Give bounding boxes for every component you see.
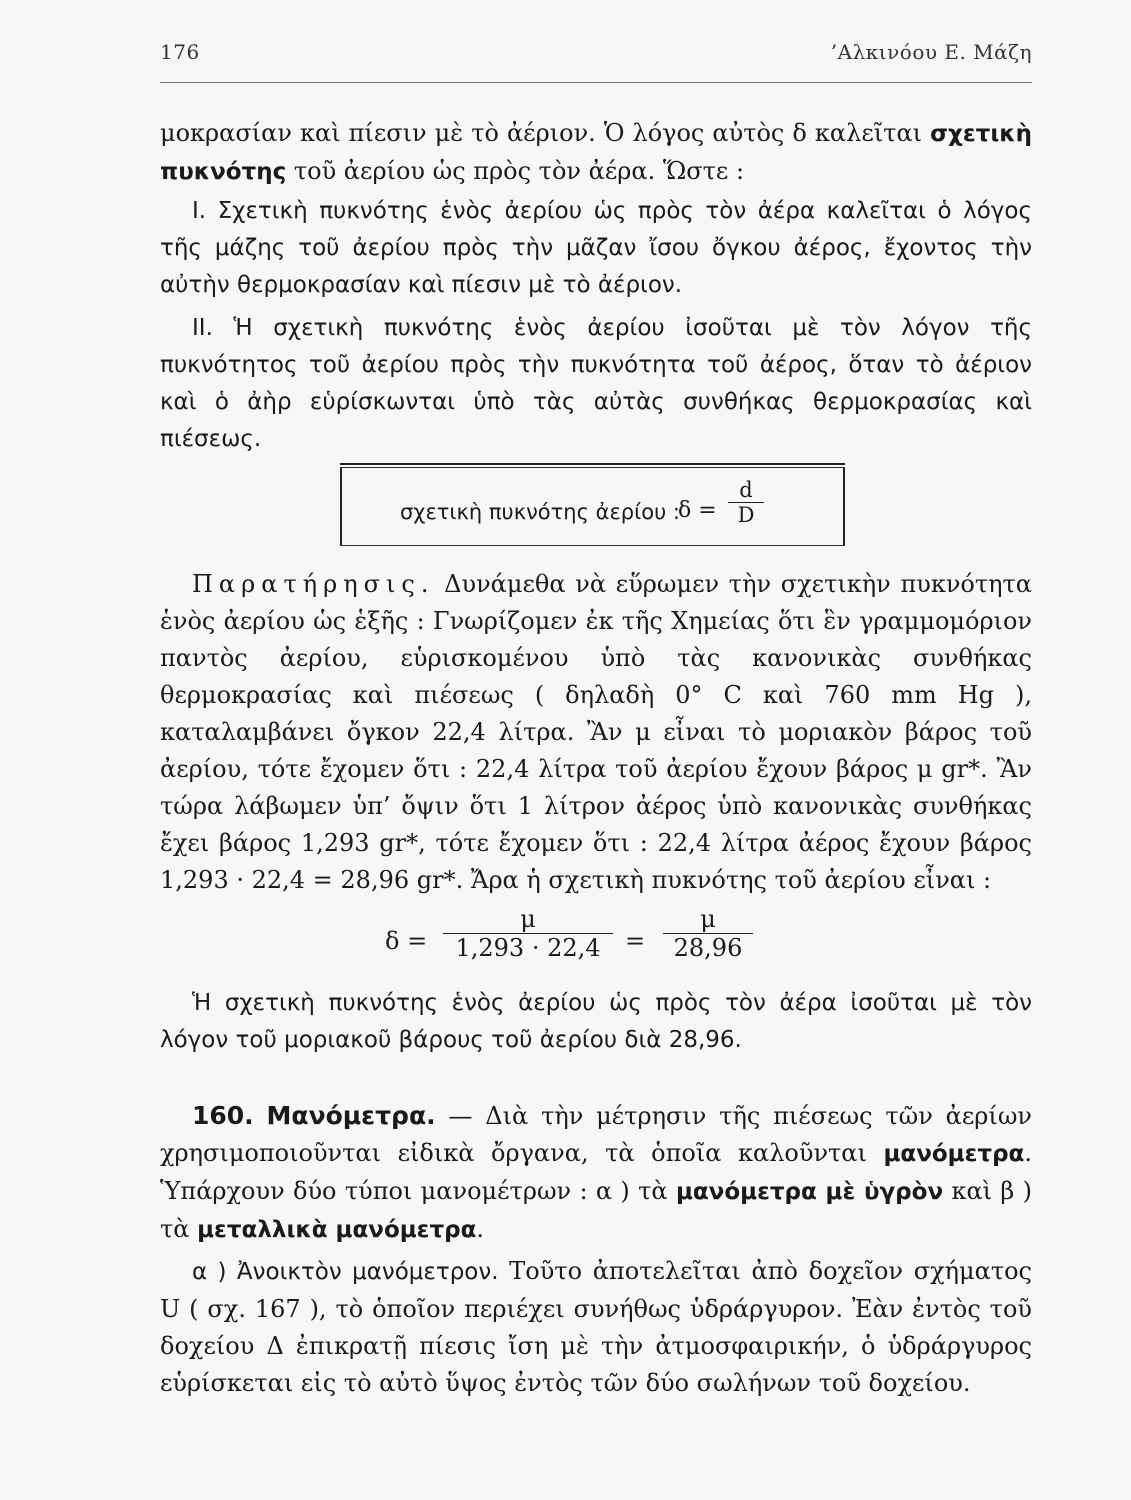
section-text-d: . (476, 1215, 485, 1243)
remark-text: Δυνάμεθα νὰ εὕρωμεν τὴν σχετικὴν πυκνότητα ἑνὸς ἀερίου ὡς ἑξῆς : Γνωρίζομεν ἐκ τῆς Χημείας ὅτι ἓν γραμμομόριον παντὸς ἀερίου, εὑρισκομένου ὑπὸ τὰς κανονικὰς συνθήκας θερμοκρασίας καὶ πιέσεως ( δηλαδὴ 0° C καὶ 760 mm Hg ), καταλαμβάνει ὄγκον 22,4 λίτρα. Ἂν μ εἶναι τὸ μοριακὸν βάρος τοῦ ἀερίου, τότε ἔχομεν ὅτι : 22,4 λίτρα τοῦ ἀερίου ἔχουν βάρος μ gr*. Ἂν τώρα λάβωμεν ὑπ’ ὄψιν ὅτι 1 λίτρον ἀέρος ὑπὸ κανονικὰς συνθήκας ἔχει βάρος 1,293 gr*, τότε ἔχομεν ὅτι : 22,4 λίτρα ἀέρος ἔχουν βάρος 1,293 · 22,4 = 28,96 gr*. Ἄρα ἡ σχετικὴ πυκνότης τοῦ ἀερίου εἶναι : (160, 570, 1032, 894)
conclusion-paragraph: Ἡ σχετικὴ πυκνότης ἑνὸς ἀερίου ὡς πρὸς τὸν ἀέρα ἰσοῦται μὲ τὸν λόγον τοῦ μοριακοῦ βάρους τοῦ ἀερίου διὰ 28,96. (160, 990, 1032, 1053)
remark-paragraph (160, 566, 1032, 899)
formula-fraction (728, 478, 764, 527)
term-manometers: μανόμετρα (883, 1141, 1025, 1167)
formula-box (340, 467, 845, 546)
header-rule (160, 82, 1032, 83)
term-metallic-manometers: μεταλλικὰ μανόμετρα (197, 1217, 477, 1243)
formula-label: σχετικὴ πυκνότης ἀερίου : (400, 500, 680, 524)
density-equation (385, 905, 805, 975)
equation-fraction-2 (663, 905, 753, 962)
page-number: 176 (160, 40, 200, 64)
formula-numerator: d (739, 478, 753, 502)
running-title: ’Αλκινόου Ε. Μάζη (830, 40, 1032, 64)
formula-box-top-rule (340, 463, 845, 465)
formula-denominator: D (737, 503, 755, 527)
section-text-a: — Διὰ τὴν μέτρησιν τῆς πιέσεως τῶν ἀερίων χρησιμοποιοῦνται εἰδικὰ ὄργανα, τὰ ὁποῖα καλοῦνται (160, 1102, 1032, 1167)
equation-fraction-1 (443, 905, 613, 962)
section-title: Μανόμετρα. (266, 1101, 436, 1130)
equation-numerator-2: μ (700, 905, 716, 933)
intro-text-end: τοῦ ἀερίου ὡς πρὸς τὸν ἀέρα. Ὥστε : (286, 157, 745, 185)
term-liquid-manometers: μανόμετρα μὲ ὑγρὸν (675, 1179, 944, 1205)
term-relative-density: σχετικὴ πυκνότης (160, 121, 1032, 185)
equation-denominator-2: 28,96 (673, 934, 743, 962)
section-text-b: . Ὑπάρχουν δύο τύποι μανομέτρων : α ) τὰ (160, 1139, 1032, 1205)
equation-numerator-1: μ (520, 905, 536, 933)
equation-denominator-1: 1,293 · 22,4 (455, 934, 601, 962)
formula-lhs: δ = (678, 498, 717, 523)
section-number: 160. (192, 1101, 254, 1130)
open-manometer-text: Τοῦτο ἀποτελεῖται ἀπὸ δοχεῖον σχήματος U ( σχ. 167 ), τὸ ὁποῖον περιέχει συνήθως ὑδράργυρον. Ἐὰν ἐντὸς τοῦ δοχείου Δ ἐπικρατῇ πίεσις ἴση μὲ τὴν ἀτμοσφαιρικήν, ὁ ὑδράργυρος εὑρίσκεται εἰς τὸ αὐτὸ ὕψος ἐντὸς τῶν δύο σωλήνων τοῦ δοχείου. (160, 1257, 1032, 1397)
section-160-paragraph (160, 1097, 1032, 1249)
definition-2: II. Ἡ σχετικὴ πυκνότης ἑνὸς ἀερίου ἰσοῦται μὲ τὸν λόγον τῆς πυκνότητος τοῦ ἀερίου πρὸς τὴν πυκνότητα τοῦ ἀέρος, ὅταν τὸ ἀέριον καὶ ὁ ἀὴρ εὑρίσκωνται ὑπὸ τὰς αὐτὰς συνθήκας θερμοκρασίας καὶ πιέσεως. (160, 315, 1032, 452)
page-header (160, 40, 1032, 64)
open-manometer-paragraph (160, 1253, 1032, 1402)
open-manometer-lead: α ) Ἀνοικτὸν μανόμετρον. (192, 1259, 499, 1285)
equation-lhs: δ = (385, 927, 428, 955)
definition-1: I. Σχετικὴ πυκνότης ἑνὸς ἀερίου ὡς πρὸς τὸν ἀέρα καλεῖται ὁ λόγος τῆς μάζης τοῦ ἀερίου πρὸς τὴν μᾶζαν ἴσου ὄγκου ἀέρος, ἔχοντος τὴν αὐτὴν θερμοκρασίαν καὶ πίεσιν μὲ τὸ ἀέριον. (160, 198, 1032, 298)
intro-paragraph (160, 115, 1032, 191)
equation-equals: = (625, 927, 646, 955)
section-text-c: καὶ β ) τὰ (160, 1177, 1032, 1243)
intro-text: μοκρασίαν καὶ πίεσιν μὲ τὸ ἀέριον. Ὁ λόγος αὐτὸς δ καλεῖται (160, 119, 931, 147)
remark-title: Παρατήρησις. (192, 570, 435, 598)
